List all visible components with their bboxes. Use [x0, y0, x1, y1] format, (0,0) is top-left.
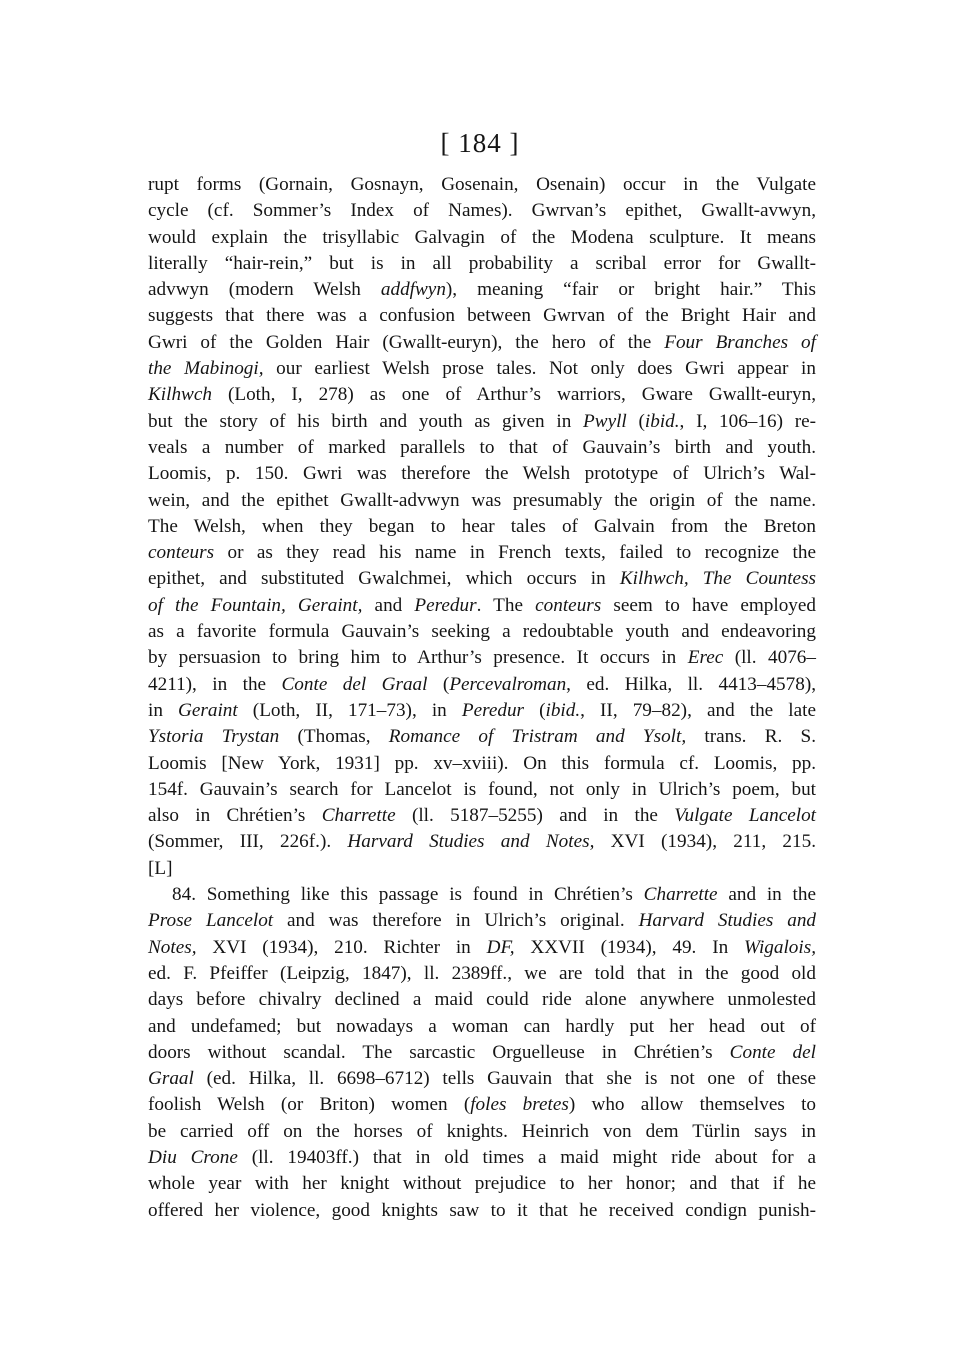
text-segment: ), meaning “fair or bright hair.” This — [445, 279, 816, 301]
text-segment: veals a number of marked parallels to that of Gauvain’s birth and youth. — [148, 436, 816, 458]
text-line — [148, 619, 816, 645]
text-line — [148, 1092, 816, 1118]
text-line — [148, 1014, 816, 1040]
text-segment: The Welsh, when they began to hear tales of Galvain from the Breton — [148, 515, 816, 537]
italic-text: Kilhwch, The Countess — [619, 568, 817, 590]
italic-text: of the Fountain, Geraint, — [148, 594, 363, 616]
text-segment: Gwri of the Golden Hair (Gwallt-euryn), the hero of the — [148, 331, 665, 353]
page-number: [ 184 ] — [440, 128, 520, 158]
italic-text: Charrette — [643, 884, 718, 906]
text-segment: Loomis, p. 150. Gwri was therefore the Welsh prototype of Ulrich’s Wal- — [148, 463, 816, 485]
text-line — [148, 724, 816, 750]
text-segment: suggests that there was a confusion between Gwrvan of the Bright Hair and — [148, 305, 816, 327]
text-segment: ( — [524, 699, 546, 721]
text-line — [148, 1040, 816, 1066]
text-segment: rupt forms (Gornain, Gosnayn, Gosenain, Osenain) occur in the Vulgate — [148, 174, 816, 195]
text-segment: Loomis [New York, 1931] pp. xv–xviii). On this formula cf. Loomis, pp. — [148, 752, 816, 774]
text-segment: (ll. 5187–5255) and in the — [395, 805, 675, 827]
text-segment: as a favorite formula Gauvain’s seeking a redoubtable youth and endeavoring — [148, 621, 816, 643]
text-segment: (Sommer, III, 226f.). — [148, 831, 348, 853]
text-line — [148, 356, 816, 382]
text-line — [148, 330, 816, 356]
text-line — [148, 777, 816, 803]
text-segment: in — [148, 699, 179, 721]
text-line — [148, 225, 816, 251]
italic-text: Prose Lancelot — [148, 910, 274, 932]
text-segment: ( — [427, 673, 450, 695]
italic-text: Peredur — [461, 699, 525, 721]
text-segment: days before chivalry declined a maid could ride alone anywhere unmolested — [148, 989, 816, 1011]
italic-text: Notes, — [148, 936, 197, 958]
text-line — [148, 566, 816, 592]
text-segment: (Thomas, — [279, 726, 389, 748]
italic-text: Charrette — [321, 805, 396, 827]
text-segment: ed. F. Pfeiffer (Leipzig, 1847), ll. 2389ff., we are told that in the good old — [148, 962, 816, 984]
text-line — [148, 672, 816, 698]
text-line — [148, 882, 816, 908]
italic-text: Four Branches of — [664, 331, 816, 353]
text-line — [148, 198, 816, 224]
italic-text: Harvard Studies and — [638, 910, 817, 932]
text-line — [148, 1198, 816, 1224]
text-segment: wein, and the epithet Gwallt-advwyn was presumably the origin of the name. — [148, 489, 816, 511]
italic-text: Conte del — [729, 1041, 816, 1063]
text-segment: and was therefore in Ulrich’s original. — [273, 910, 639, 932]
text-line — [148, 251, 816, 277]
text-segment: and in the — [717, 884, 816, 906]
italic-text: Kilhwch — [148, 384, 212, 406]
italic-text: Harvard Studies and Notes, — [347, 831, 595, 853]
text-line — [148, 1145, 816, 1171]
text-segment: (ll. 19403ff.) that in old times a maid might ride about for a — [237, 1146, 816, 1168]
text-segment: also in Chrétien’s — [148, 805, 322, 827]
text-segment: doors without scandal. The sarcastic Orguelleuse in Chrétien’s — [148, 1041, 730, 1063]
text-segment: our earliest Welsh prose tales. Not only does Gwri appear in — [263, 358, 816, 380]
text-line — [148, 829, 816, 855]
text-segment: foolish Welsh (or Briton) women ( — [148, 1094, 471, 1116]
italic-text: ibid. — [644, 410, 680, 432]
text-line — [148, 540, 816, 566]
text-segment: , ed. Hilka, ll. 4413–4578), — [566, 673, 817, 695]
text-segment: (Loth, I, 278) as one of Arthur’s warriors, Gware Gwallt-euryn, — [211, 384, 816, 406]
text-line — [148, 935, 816, 961]
italic-text: Graal — [148, 1068, 194, 1090]
text-segment: . The — [476, 594, 536, 616]
text-segment: epithet, and substituted Gwalchmei, which occurs in — [148, 568, 620, 590]
italic-text: Percevalroman — [449, 673, 567, 695]
text-line — [148, 409, 816, 435]
text-line — [148, 514, 816, 540]
text-segment: and undefamed; but nowadays a woman can hardly put her head out of — [148, 1015, 816, 1037]
text-segment: XVI (1934), 210. Richter in — [196, 936, 487, 958]
text-line — [148, 172, 816, 198]
text-line — [148, 1066, 816, 1092]
italic-text: Vulgate Lancelot — [674, 805, 817, 827]
italic-text: Geraint — [178, 699, 238, 721]
text-segment: be carried off on the horses of knights. Heinrich von dem Türlin says in — [148, 1120, 816, 1142]
italic-text: conteurs — [148, 542, 215, 564]
text-line — [148, 1171, 816, 1197]
text-segment: would explain the trisyllabic Galvagin of the Modena sculpture. It means — [148, 226, 816, 248]
text-segment: advwyn (modern Welsh — [148, 279, 381, 301]
text-line — [148, 987, 816, 1013]
text-segment: whole year with her knight without prejudice to her honor; and that if he — [148, 1173, 816, 1195]
text-line — [148, 751, 816, 777]
italic-text: foles bretes — [470, 1094, 569, 1116]
italic-text: addfwyn — [380, 279, 446, 301]
italic-text: the Mabinogi, — [148, 358, 264, 380]
text-line — [148, 698, 816, 724]
italic-text: Wigalois, — [744, 936, 816, 958]
italic-text: Erec — [687, 647, 724, 669]
italic-text: Conte del Graal — [281, 673, 428, 695]
text-segment: , II, 79–82), and the late — [580, 699, 816, 721]
italic-text: Diu Crone — [148, 1146, 238, 1168]
text-line — [148, 961, 816, 987]
italic-text: conteurs — [535, 594, 602, 616]
text-segment: (ed. Hilka, ll. 6698–6712) tells Gauvain that she is not one of these — [193, 1068, 816, 1090]
text-line — [148, 856, 816, 882]
body-text — [148, 172, 816, 1224]
text-line — [148, 435, 816, 461]
text-segment: ( — [626, 410, 645, 432]
text-segment: 4211), in the — [148, 673, 282, 695]
text-line — [148, 1119, 816, 1145]
italic-text: Ystoria Trystan — [148, 726, 280, 748]
text-segment: cycle (cf. Sommer’s Index of Names). Gwrvan’s epithet, Gwallt-avwyn, — [148, 200, 816, 222]
italic-text: ibid. — [545, 699, 581, 721]
text-segment: (Loth, II, 171–73), in — [237, 699, 462, 721]
text-line — [148, 488, 816, 514]
text-segment: or as they read his name in French texts, failed to recognize the — [214, 542, 816, 564]
text-line — [148, 277, 816, 303]
text-line — [148, 461, 816, 487]
text-segment: , I, 106–16) re- — [679, 410, 816, 432]
text-line — [148, 593, 816, 619]
text-line — [148, 645, 816, 671]
text-segment: XXVII (1934), 49. In — [514, 936, 745, 958]
text-segment: offered her violence, good knights saw to it that he received condign punish- — [148, 1199, 816, 1221]
text-line — [148, 803, 816, 829]
text-segment: XVI (1934), 211, 215. — [594, 831, 817, 853]
text-segment: and — [362, 594, 415, 616]
text-segment: [L] — [148, 857, 173, 879]
text-segment: seem to have employed — [601, 594, 817, 616]
text-line — [148, 382, 816, 408]
text-line — [148, 303, 816, 329]
text-line — [148, 908, 816, 934]
text-segment: 84. Something like this passage is found in Chrétien’s — [172, 884, 644, 906]
text-segment: by persuasion to bring him to Arthur’s presence. It occurs in — [148, 647, 688, 669]
italic-text: Pwyll — [583, 410, 627, 432]
text-segment: literally “hair-rein,” but is in all probability a scribal error for Gwallt- — [148, 252, 816, 274]
italic-text: DF, — [486, 936, 515, 958]
text-segment: but the story of his birth and youth as given in — [148, 410, 584, 432]
italic-text: Peredur — [414, 594, 477, 616]
text-segment: 154f. Gauvain’s search for Lancelot is found, not only in Ulrich’s poem, but — [148, 778, 816, 800]
italic-text: Romance of Tristram and Ysolt, — [388, 726, 687, 748]
text-segment: trans. R. S. — [686, 726, 816, 748]
text-segment: (ll. 4076– — [723, 647, 816, 669]
text-segment: ) who allow themselves to — [568, 1094, 816, 1116]
